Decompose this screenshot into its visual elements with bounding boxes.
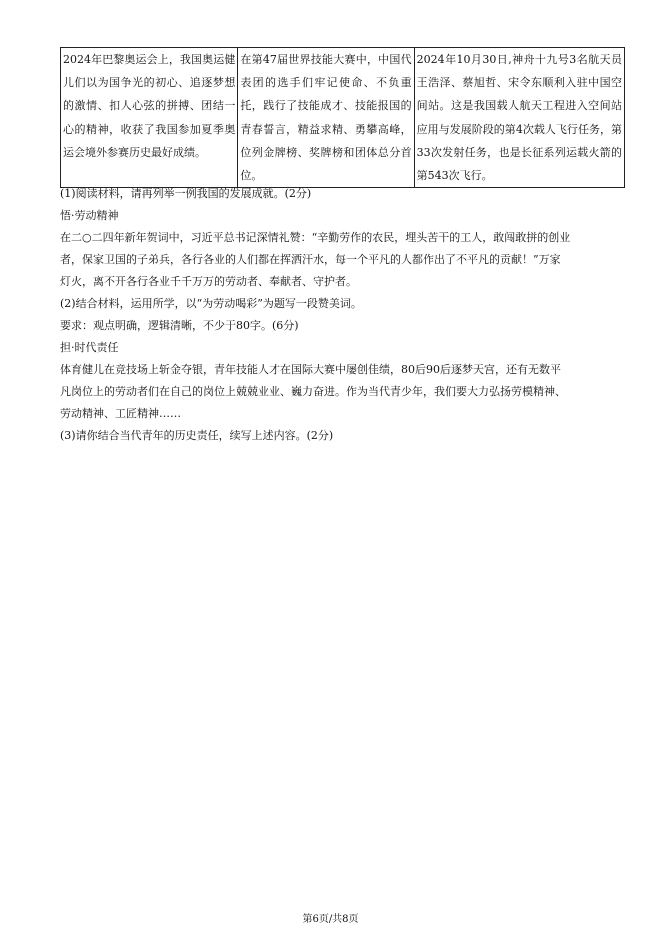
question-2: (2)结合材料，运用所学，以“为劳动喝彩”为题写一段赞美词。	[60, 297, 362, 310]
materials-table	[60, 47, 625, 188]
question-3: (3)请你结合当代青年的历史责任，续写上述内容。(2分)	[60, 429, 334, 442]
material-cell-olympics: 2024年巴黎奥运会上，我国奥运健儿们以为国争光的初心、追逐梦想的激情、扣人心弦的拼搏、团结一心的精神，收获了我国参加夏季奥运会境外参赛历史最好成绩。	[61, 48, 238, 188]
material-cell-shenzhou: 2024年10月30日,神舟十九号3名航天员王浩泽、蔡旭哲、宋令东顺利入驻中国空间站。这是我国载人航天工程进入空间站应用与发展阶段的第4次载人飞行任务，第33次发射任务，也是长征系列运载火箭的第543次飞行。	[414, 48, 624, 188]
material-text-line: 凡岗位上的劳动者们在自己的岗位上兢兢业业、巍力奋进。作为当代青少年，我们要大力弘扬劳模精神、	[60, 385, 566, 398]
question-1: (1)阅读材料，请再列举一例我国的发展成就。(2分)	[60, 187, 312, 200]
section-heading-labor: 悟·劳动精神	[60, 209, 119, 222]
question-2-requirement: 要求：观点明确，逻辑清晰，不少于80字。(6分)	[60, 319, 299, 332]
question-body	[60, 183, 635, 447]
table-row	[61, 48, 625, 188]
material-text-line: 者，保家卫国的子弟兵，各行各业的人们都在挥洒汗水，每一个平凡的人都作出了不平凡的贡献！”万家	[60, 253, 561, 266]
material-text-line: 体育健儿在竞技场上斩金夺银，青年技能人才在国际大赛中屡创佳绩，80后90后逐梦天宫，还有无数平	[60, 363, 561, 376]
section-heading-responsibility: 担·时代责任	[60, 341, 119, 354]
material-cell-worldskills: 在第47届世界技能大赛中，中国代表团的选手们牢记使命、不负重托，践行了技能成才、技能报国的青春誓言，精益求精、勇攀高峰，位列金牌榜、奖牌榜和团体总分首位。	[238, 48, 414, 188]
material-text-line: 灯火，离不开各行各业千千万万的劳动者、奉献者、守护者。	[60, 275, 357, 288]
page-number: 第6页/共8页	[302, 914, 359, 925]
material-text-line: 劳动精神、工匠精神……	[60, 407, 181, 420]
material-text-line: 在二○二四年新年贺词中，习近平总书记深情礼赞：“辛勤劳作的农民，埋头苦干的工人，敢闯敢拼的创业	[60, 231, 571, 244]
